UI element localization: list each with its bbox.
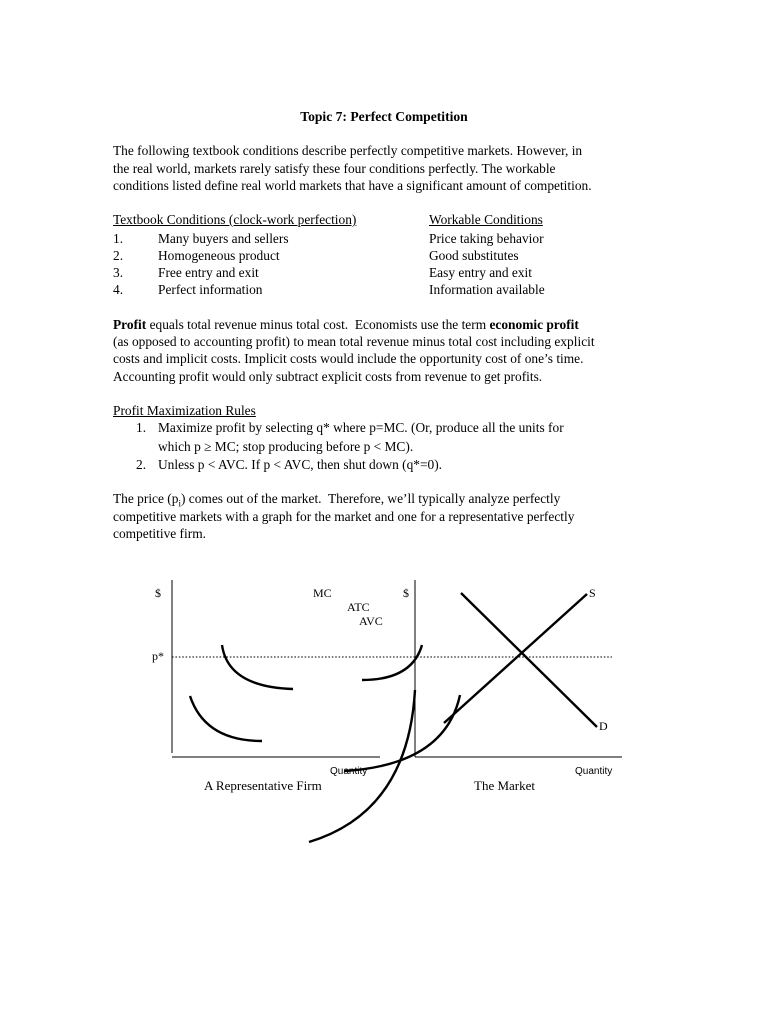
market-graph [344,580,622,793]
profit-line-3: costs and implicit costs. Implicit costs would include the opportunity cost of one’s time. [113,351,584,366]
mc-lower-arc [344,695,460,771]
workable-condition: Information available [429,282,545,297]
market-dollar-label: $ [403,586,409,600]
textbook-condition: Homogeneous product [158,248,280,263]
atc-curve [222,645,293,689]
page-title: Topic 7: Perfect Competition [300,109,468,124]
workable-conditions-header: Workable Conditions [429,212,543,227]
workable-condition: Good substitutes [429,248,519,263]
price-label: p* [152,649,164,663]
price-text-b: ) comes out of the market. Therefore, we’ll typically analyze perfectly [180,491,561,506]
textbook-condition: Free entry and exit [158,265,259,280]
firm-caption: A Representative Firm [204,778,322,793]
economic-profit-term: economic profit [489,317,579,332]
mc-upper-arc [362,645,422,680]
textbook-condition: Perfect information [158,282,263,297]
intro-line-1: The following textbook conditions describe perfectly competitive markets. However, in [113,143,583,158]
price-line-2: competitive markets with a graph for the market and one for a representative perfectly [113,509,575,524]
profit-line-4: Accounting profit would only subtract explicit costs from revenue to get profits. [113,369,543,384]
intro-line-3: conditions listed define real world markets that have a significant amount of competition. [113,178,592,193]
atc-label: ATC [347,600,370,614]
textbook-conditions-header: Textbook Conditions (clock-work perfection) [113,212,357,227]
supply-label: S [589,586,596,600]
demand-label: D [599,719,608,733]
condition-num: 1. [113,231,124,246]
price-text-a: The price (p [113,491,179,506]
rule-2-line-1: Unless p < AVC. If p < AVC, then shut down (q*=0). [158,457,443,472]
firm-quantity-label: Quantity [330,766,368,777]
profit-term: Profit [113,317,147,332]
rule-1-line-1: Maximize profit by selecting q* where p=MC. (Or, produce all the units for [158,420,564,435]
intro-line-2: the real world, markets rarely satisfy these four conditions perfectly. The workable [113,161,556,176]
profit-definition: equals total revenue minus total cost. Economists use the term [146,317,490,332]
textbook-condition: Many buyers and sellers [158,231,289,246]
supply-curve [444,594,587,723]
price-subscript: i [178,498,181,509]
price-line-3: competitive firm. [113,526,206,541]
condition-num: 3. [113,265,124,280]
rules-header: Profit Maximization Rules [113,403,256,418]
avc-label: AVC [359,614,383,628]
avc-curve [190,696,262,741]
rule-1-line-2: which p ≥ MC; stop producing before p < MC). [158,439,414,454]
mc-label: MC [313,586,332,600]
firm-dollar-label: $ [155,586,161,600]
market-quantity-label: Quantity [575,766,613,777]
condition-num: 4. [113,282,124,297]
profit-line-2: (as opposed to accounting profit) to mean total revenue minus total cost including explicit [113,334,595,349]
workable-condition: Easy entry and exit [429,265,532,280]
rule-num: 2. [136,457,147,472]
firm-graph [152,580,612,842]
condition-num: 2. [113,248,124,263]
market-caption: The Market [474,778,536,793]
demand-curve [461,593,597,727]
rule-num: 1. [136,420,147,435]
workable-condition: Price taking behavior [429,231,544,246]
